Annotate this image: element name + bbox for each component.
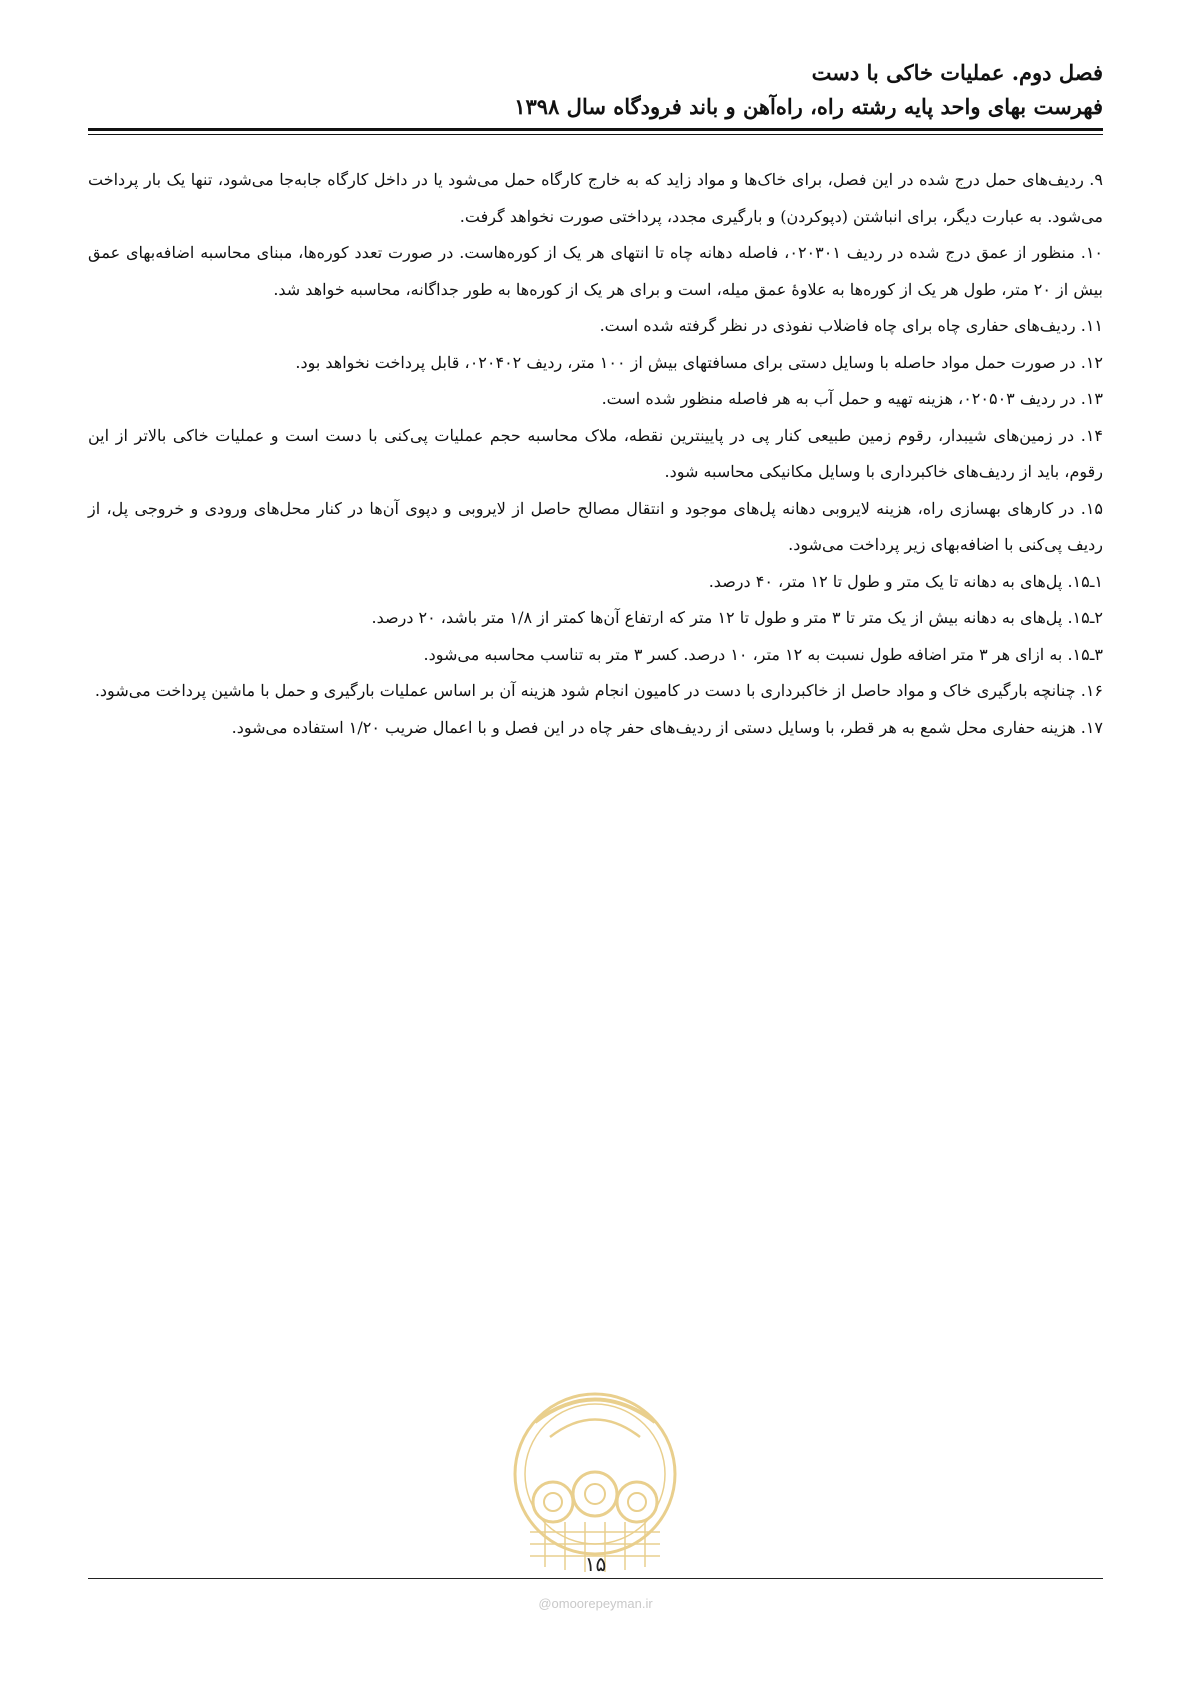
book-title: فهرست بهای واحد پایه رشته راه، راه‌آهن و باند فرودگاه سال ۱۳۹۸ — [514, 94, 1103, 119]
paragraph-15-3: ۳ـ۱۵. به ازای هر ۳ متر اضافه طول نسبت به ۱۲ متر، ۱۰ درصد. کسر ۳ متر به تناسب محاسبه می‌شود. — [423, 644, 1103, 664]
paragraph-16: ۱۶. چنانچه بارگیری خاک و مواد حاصل از خاکبرداری با دست در کامیون انجام شود هزینه آن بر اساس عملیات بارگیری و حمل با ماشین پرداخت می‌شود. — [94, 681, 1103, 700]
paragraph-15-2: ۲ـ۱۵. پل‌های به دهانه بیش از یک متر تا ۳ متر و طول تا ۱۲ متر که ارتفاع آن‌ها کمتر از ۱/۸ متر باشد، ۲۰ درصد. — [371, 608, 1103, 627]
paragraph-11: ۱۱. ردیف‌های حفاری چاه برای چاه فاضلاب نفوذی در نظر گرفته شده است. — [599, 316, 1103, 335]
footer-website: @omoorepeyman.ir — [538, 1596, 653, 1611]
header-rule-thin — [88, 134, 1103, 135]
paragraph-12: ۱۲. در صورت حمل مواد حاصله با وسایل دستی برای مسافتهای بیش از ۱۰۰ متر، ردیف ۰۲۰۴۰۲، قابل پرداخت نخواهد بود. — [295, 352, 1103, 372]
footer-rule — [88, 1578, 1103, 1579]
paragraph-15-1: ۱ـ۱۵. پل‌های به دهانه تا یک متر و طول تا ۱۲ متر، ۴۰ درصد. — [708, 571, 1103, 591]
paragraph-10: ۱۰. منظور از عمق درج شده در ردیف ۰۲۰۳۰۱، فاصله دهانه چاه تا انتهای هر یک از کوره‌هاست. در صورت تعدد کوره‌ها، مبنای محاسبه اضافه‌بهای عمق بیش از ۲۰ متر، طول هر یک از کوره‌ها به علاوهٔ عمق میله، است و برای هر یک از کوره‌ها به طور جداگانه، محاسبه خواهد شد. — [88, 243, 1104, 299]
paragraph-17: ۱۷. هزینه حفاری محل شمع به هر قطر، با وسایل دستی از ردیف‌های حفر چاه در این فصل و با اعمال ضریب ۱/۲۰ استفاده می‌شود. — [231, 717, 1103, 737]
paragraph-14: ۱۴. در زمین‌های شیبدار، رقوم زمین طبیعی کنار پی در پایینترین نقطه، ملاک محاسبه حجم عملیات پی‌کنی با دست است و عملیات خاکی بالاتر از این رقوم، باید از ردیف‌های خاکبرداری با وسایل مکانیکی محاسبه شود. — [88, 425, 1104, 481]
page-header — [88, 56, 1103, 124]
header-rule-thick — [88, 128, 1103, 131]
paragraph-15: ۱۵. در کارهای بهسازی راه، هزینه لایروبی دهانه پل‌های موجود و انتقال مصالح حاصل از لایروبی و دپوی آن‌ها در کنار محل‌های ورودی و خروجی پل، از ردیف پی‌کنی با اضافه‌بهای زیر پرداخت می‌شود. — [88, 498, 1103, 554]
document-body — [88, 162, 1103, 746]
page-number: ۱۵ — [584, 1552, 607, 1576]
paragraph-9: ۹. ردیف‌های حمل درج شده در این فصل، برای خاک‌ها و مواد زاید که به خارج کارگاه حمل می‌شود یا در داخل کارگاه جابه‌جا می‌شود، تنها یک بار پرداخت می‌شود. به عبارت دیگر، برای انباشتن (دپوکردن) و بارگیری مجدد، پرداختی صورت نخواهد گرفت. — [88, 170, 1103, 226]
paragraph-13: ۱۳. در ردیف ۰۲۰۵۰۳، هزینه تهیه و حمل آب به هر فاصله منظور شده است. — [601, 389, 1103, 408]
chapter-title: فصل دوم. عملیات خاکی با دست — [811, 60, 1103, 85]
